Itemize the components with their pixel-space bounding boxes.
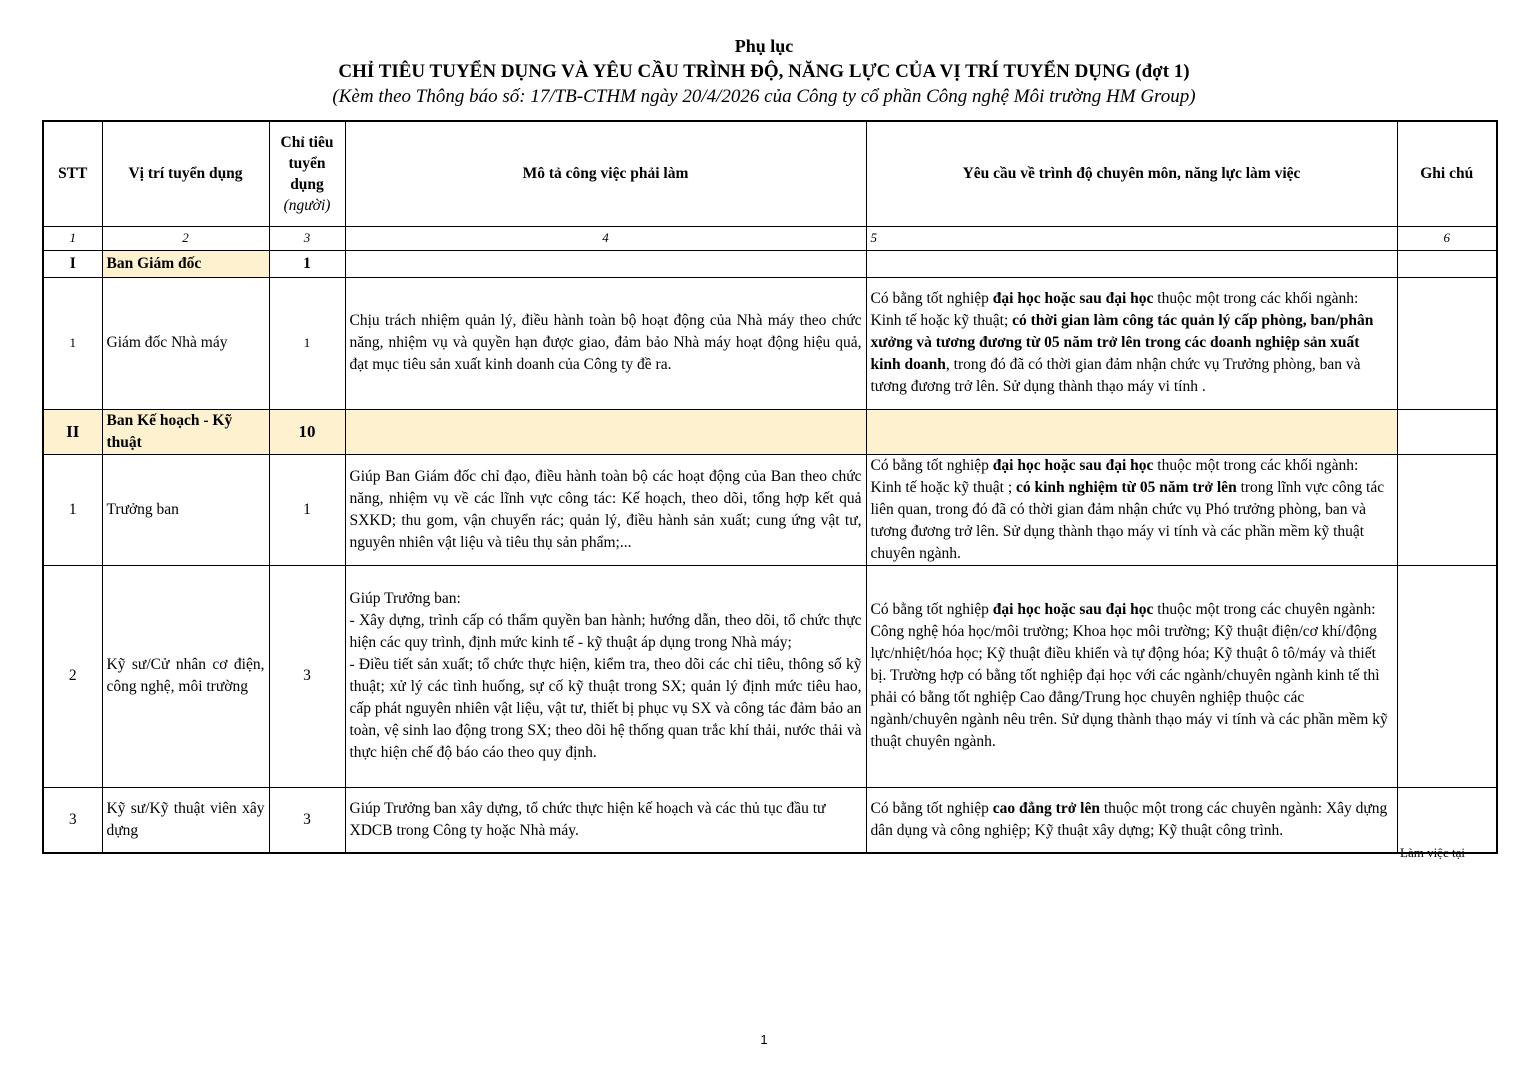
row-notes <box>1397 787 1497 860</box>
section-stt: II <box>43 409 102 454</box>
table-row <box>43 454 1497 565</box>
req-text: thuộc một trong các khối ngành: Kinh tế hoặc kỹ thuật; <box>870 290 1359 329</box>
table-row <box>43 787 1497 853</box>
row-description <box>345 565 866 787</box>
req-text-bold: đại học hoặc sau đại học <box>992 601 1154 618</box>
column-number: 2 <box>102 226 269 250</box>
desc-intro: Giúp Trưởng ban: <box>349 590 461 607</box>
header-quota-unit: (người) <box>283 196 331 214</box>
req-text: trong lĩnh vực công tác liên quan, trong đó đã có thời gian đảm nhận chức vụ Phó trưởng phòng, ban và tương đương trở lên. Sử dụng thành thạo máy vi tính và các phần mềm kỹ thuật chuyên ngành. <box>870 478 1385 562</box>
req-text-bold: đại học hoặc sau đại học <box>992 290 1154 307</box>
req-text-bold: có kinh nghiệm từ 05 năm trở lên <box>1016 478 1237 496</box>
row-quota: 3 <box>269 787 345 853</box>
row-notes <box>1397 277 1497 409</box>
req-text: thuộc một trong các chuyên ngành: Xây dựng dân dụng và công nghiệp; Kỹ thuật xây dựng; Kỹ thuật công trình. <box>870 799 1388 839</box>
empty-cell <box>1397 250 1497 277</box>
row-quota: 1 <box>269 277 345 409</box>
section-name: Ban Kế hoạch - Kỹ thuật <box>102 409 269 454</box>
document-subtitle: (Kèm theo Thông báo số: 17/TB-CTHM ngày 20/4/2026 của Công ty cổ phần Công nghệ Môi trường HM Group) <box>332 86 1196 107</box>
column-number: 5 <box>866 226 1397 250</box>
row-requirements <box>866 277 1397 409</box>
desc-item: - Xây dựng, trình cấp có thẩm quyền ban hành; hướng dẫn, theo dõi, tổ chức thực hiện các quy trình, định mức kinh tế - kỹ thuật áp dụng trong Nhà máy; <box>349 612 862 651</box>
row-description: Giúp Trưởng ban xây dựng, tổ chức thực hiện kế hoạch và các thủ tục đầu tư XDCB trong Công ty hoặc Nhà máy. <box>345 787 866 853</box>
req-text-bold: có thời gian làm công tác quản lý cấp phòng, ban/phân xưởng và tương đương từ 05 năm trở lên trong các doanh nghiệp sản xuất kinh doanh <box>870 312 1374 373</box>
column-number: 3 <box>269 226 345 250</box>
req-text-bold: cao đẳng trở lên <box>992 799 1100 817</box>
row-stt: 3 <box>43 787 102 853</box>
row-stt: 1 <box>43 454 102 565</box>
header-stt: STT <box>43 121 102 226</box>
page-number: 1 <box>760 1032 768 1047</box>
section-row-board <box>43 250 1497 277</box>
row-requirements <box>866 454 1397 565</box>
section-name: Ban Giám đốc <box>102 250 269 277</box>
header-quota <box>269 121 345 226</box>
column-number: 4 <box>345 226 866 250</box>
section-row-planning <box>43 409 1497 454</box>
header-quota-line2: tuyển <box>288 154 326 172</box>
header-description: Mô tả công việc phải làm <box>345 121 866 226</box>
document-title: CHỈ TIÊU TUYỂN DỤNG VÀ YÊU CẦU TRÌNH ĐỘ, NĂNG LỰC CỦA VỊ TRÍ TUYỂN DỤNG (đợt 1) <box>338 61 1190 82</box>
req-text: , trong đó đã có thời gian đảm nhận chức vụ Trưởng phòng, ban và tương đương trở lên. Sử dụng thành thạo máy vi tính . <box>870 356 1361 395</box>
row-description: Chịu trách nhiệm quản lý, điều hành toàn bộ hoạt động của Nhà máy theo chức năng, nhiệm vụ và quyền hạn được giao, đảm bảo Nhà máy hoạt động hiệu quả, đạt mục tiêu sản xuất kinh doanh của Công ty đề ra. <box>345 277 866 409</box>
column-number: 1 <box>43 226 102 250</box>
row-position: Giám đốc Nhà máy <box>102 277 269 409</box>
row-requirements <box>866 787 1397 853</box>
row-requirements <box>866 565 1397 787</box>
column-number: 6 <box>1397 226 1497 250</box>
empty-cell <box>345 250 866 277</box>
req-text: thuộc một trong các chuyên ngành: Công nghệ hóa học/môi trường; Khoa học môi trường; Kỹ thuật điện/cơ khí/động lực/nhiệt/hóa học; Kỹ thuật điều khiển và tự động hóa; Kỹ thuật ô tô/máy và thiết bị. Trường hợp có bằng tốt nghiệp đại học với các ngành/chuyên ngành kinh tế thì phải có bằng tốt nghiệp Cao đẳng/Trung học chuyên nghiệp thuộc các ngành/chuyên ngành nêu trên. Sử dụng thành thạo máy vi tính và các phần mềm kỹ thuật chuyên ngành. <box>870 601 1388 750</box>
table-row <box>43 565 1497 787</box>
column-number-row <box>43 226 1497 250</box>
header-quota-line1: Chỉ tiêu <box>280 133 334 151</box>
recruitment-table <box>42 120 1498 860</box>
section-quota: 1 <box>269 250 345 277</box>
row-stt: 2 <box>43 565 102 787</box>
row-notes <box>1397 565 1497 787</box>
header-row <box>43 121 1497 226</box>
note-fragment: Làm việc tại <box>1400 845 1465 860</box>
row-position: Kỹ sư/Kỹ thuật viên xây dựng <box>102 787 269 853</box>
req-text: Có bằng tốt nghiệp <box>870 601 993 618</box>
req-text-bold: đại học hoặc sau đại học <box>992 456 1154 474</box>
row-description: Giúp Ban Giám đốc chỉ đạo, điều hành toàn bộ các hoạt động của Ban theo chức năng, nhiệm vụ về các lĩnh vực công tác: Kế hoạch, theo dõi, tổng hợp kết quả SXKD; thu gom, vận chuyển rác; quản lý, điều hành sản xuất; cung ứng vật tư, nguyên nhiên vật liệu và tiêu thụ sản phẩm;... <box>345 454 866 565</box>
header-position: Vị trí tuyển dụng <box>102 121 269 226</box>
empty-cell <box>866 250 1397 277</box>
row-position: Trưởng ban <box>102 454 269 565</box>
req-text: Có bằng tốt nghiệp <box>870 456 993 474</box>
row-quota: 3 <box>269 565 345 787</box>
header-requirements: Yêu cầu về trình độ chuyên môn, năng lực làm việc <box>866 121 1397 226</box>
row-stt: 1 <box>43 277 102 409</box>
req-text: Có bằng tốt nghiệp <box>870 290 993 307</box>
empty-cell <box>866 409 1397 454</box>
row-notes <box>1397 454 1497 565</box>
section-stt: I <box>43 250 102 277</box>
section-quota: 10 <box>269 409 345 454</box>
req-text: thuộc một trong các khối ngành: Kinh tế hoặc kỹ thuật ; <box>870 456 1359 496</box>
table-row <box>43 277 1497 409</box>
empty-cell <box>345 409 866 454</box>
empty-cell <box>1397 409 1497 454</box>
req-text: Có bằng tốt nghiệp <box>870 799 993 817</box>
desc-item: - Điều tiết sản xuất; tổ chức thực hiện, kiểm tra, theo dõi các chỉ tiêu, thông số kỹ thuật; xử lý các tình huống, sự cố kỹ thuật trong SX; quản lý định mức tiêu hao, cấp phát nguyên nhiên vật liệu, vật tư, thiết bị phục vụ SX và công tác đảm bảo an toàn, vệ sinh lao động trong SX; theo dõi hệ thống quan trắc khí thải, nước thải và thực hiện chế độ báo cáo theo quy định. <box>349 656 862 761</box>
header-quota-line3: dụng <box>290 175 324 193</box>
appendix-label: Phụ lục <box>734 36 794 56</box>
row-position: Kỹ sư/Cử nhân cơ điện, công nghệ, môi trường <box>102 565 269 787</box>
row-quota: 1 <box>269 454 345 565</box>
header-notes: Ghi chú <box>1397 121 1497 226</box>
